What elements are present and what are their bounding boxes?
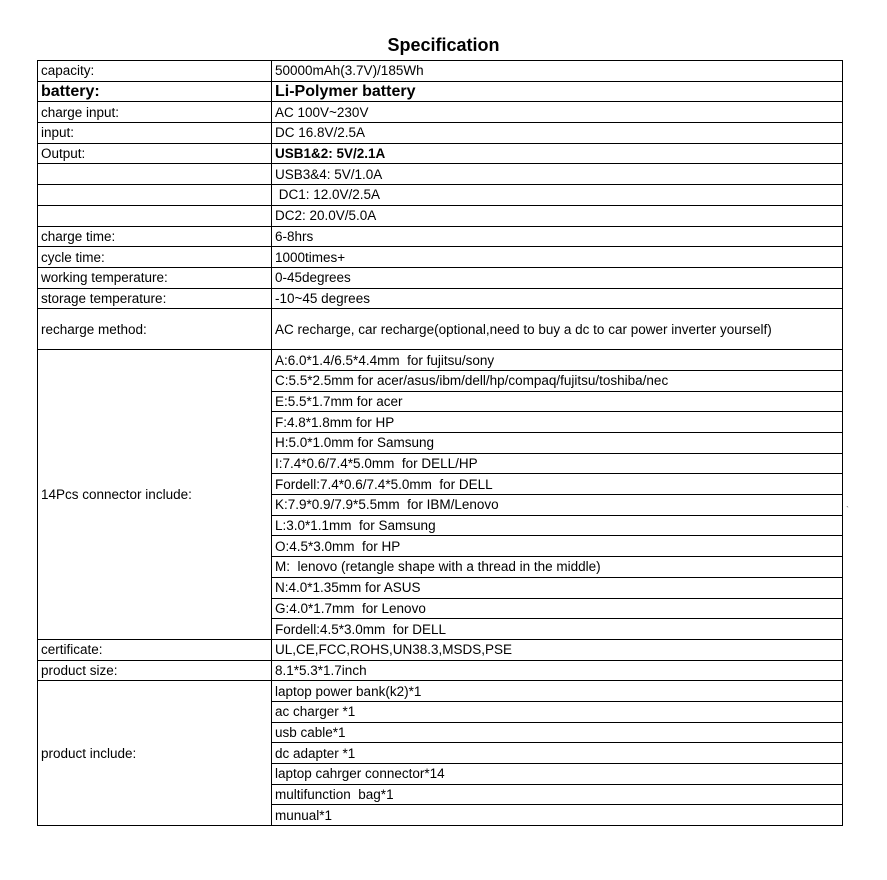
included-item: multifunction bag*1	[272, 784, 843, 805]
connector-item: M: lenovo (retangle shape with a thread in the middle)	[272, 557, 843, 578]
spec-value: UL,CE,FCC,ROHS,UN38.3,MSDS,PSE	[272, 639, 843, 660]
spec-value: 6-8hrs	[272, 226, 843, 247]
spec-label: storage temperature:	[38, 288, 272, 309]
connector-item: C:5.5*2.5mm for acer/asus/ibm/dell/hp/compaq/fujitsu/toshiba/nec	[272, 370, 843, 391]
included-item: laptop cahrger connector*14	[272, 764, 843, 785]
spec-label-empty	[38, 164, 272, 185]
table-row	[38, 205, 843, 226]
spec-label: product size:	[38, 660, 272, 681]
included-item: munual*1	[272, 805, 843, 826]
connector-item: K:7.9*0.9/7.9*5.5mm for IBM/Lenovo	[272, 495, 843, 516]
connector-item: N:4.0*1.35mm for ASUS	[272, 577, 843, 598]
spec-label: charge time:	[38, 226, 272, 247]
table-row	[38, 309, 843, 350]
spec-value: USB3&4: 5V/1.0A	[272, 164, 843, 185]
spec-label: battery:	[38, 81, 272, 102]
spec-value: AC 100V~230V	[272, 102, 843, 123]
connector-item: Fordell:4.5*3.0mm for DELL	[272, 619, 843, 640]
spec-label: working temperature:	[38, 267, 272, 288]
connector-item: G:4.0*1.7mm for Lenovo	[272, 598, 843, 619]
connector-item: F:4.8*1.8mm for HP	[272, 412, 843, 433]
connector-item: O:4.5*3.0mm for HP	[272, 536, 843, 557]
table-row	[38, 226, 843, 247]
included-item: usb cable*1	[272, 722, 843, 743]
spec-label: certificate:	[38, 639, 272, 660]
spec-value: 8.1*5.3*1.7inch	[272, 660, 843, 681]
stray-mark: `	[846, 505, 849, 515]
spec-label: cycle time:	[38, 247, 272, 268]
table-row	[38, 164, 843, 185]
spec-label: Output:	[38, 143, 272, 164]
table-row	[38, 288, 843, 309]
table-row	[38, 102, 843, 123]
spec-value: DC2: 20.0V/5.0A	[272, 205, 843, 226]
spec-label: product include:	[38, 681, 272, 826]
spec-label: recharge method:	[38, 309, 272, 350]
included-item: laptop power bank(k2)*1	[272, 681, 843, 702]
connector-item: A:6.0*1.4/6.5*4.4mm for fujitsu/sony	[272, 350, 843, 371]
spec-label: 14Pcs connector include:	[38, 350, 272, 640]
spec-label-empty	[38, 205, 272, 226]
table-row	[38, 267, 843, 288]
spec-value: USB1&2: 5V/2.1A	[272, 143, 843, 164]
spec-value: 1000times+	[272, 247, 843, 268]
connector-item: E:5.5*1.7mm for acer	[272, 391, 843, 412]
spec-value: 50000mAh(3.7V)/185Wh	[272, 61, 843, 82]
spec-value: DC1: 12.0V/2.5A	[272, 185, 843, 206]
table-row	[38, 61, 843, 82]
spec-value: AC recharge, car recharge(optional,need to buy a dc to car power inverter yourself)	[272, 309, 843, 350]
included-item: ac charger *1	[272, 701, 843, 722]
connector-item: L:3.0*1.1mm for Samsung	[272, 515, 843, 536]
specification-table	[37, 60, 843, 826]
spec-value: Li-Polymer battery	[272, 81, 843, 102]
spec-label: charge input:	[38, 102, 272, 123]
spec-value: DC 16.8V/2.5A	[272, 123, 843, 144]
connector-item: H:5.0*1.0mm for Samsung	[272, 433, 843, 454]
spec-label-empty	[38, 185, 272, 206]
table-row	[38, 143, 843, 164]
included-item: dc adapter *1	[272, 743, 843, 764]
table-row	[38, 639, 843, 660]
connector-item: I:7.4*0.6/7.4*5.0mm for DELL/HP	[272, 453, 843, 474]
table-row	[38, 185, 843, 206]
table-row	[38, 247, 843, 268]
table-row	[38, 81, 843, 102]
connector-item: Fordell:7.4*0.6/7.4*5.0mm for DELL	[272, 474, 843, 495]
table-row	[38, 681, 843, 702]
spec-label: capacity:	[38, 61, 272, 82]
spec-label: input:	[38, 123, 272, 144]
table-row	[38, 660, 843, 681]
spec-value: -10~45 degrees	[272, 288, 843, 309]
page-title: Specification	[387, 35, 500, 55]
spec-value: 0-45degrees	[272, 267, 843, 288]
table-row	[38, 350, 843, 371]
table-row	[38, 123, 843, 144]
